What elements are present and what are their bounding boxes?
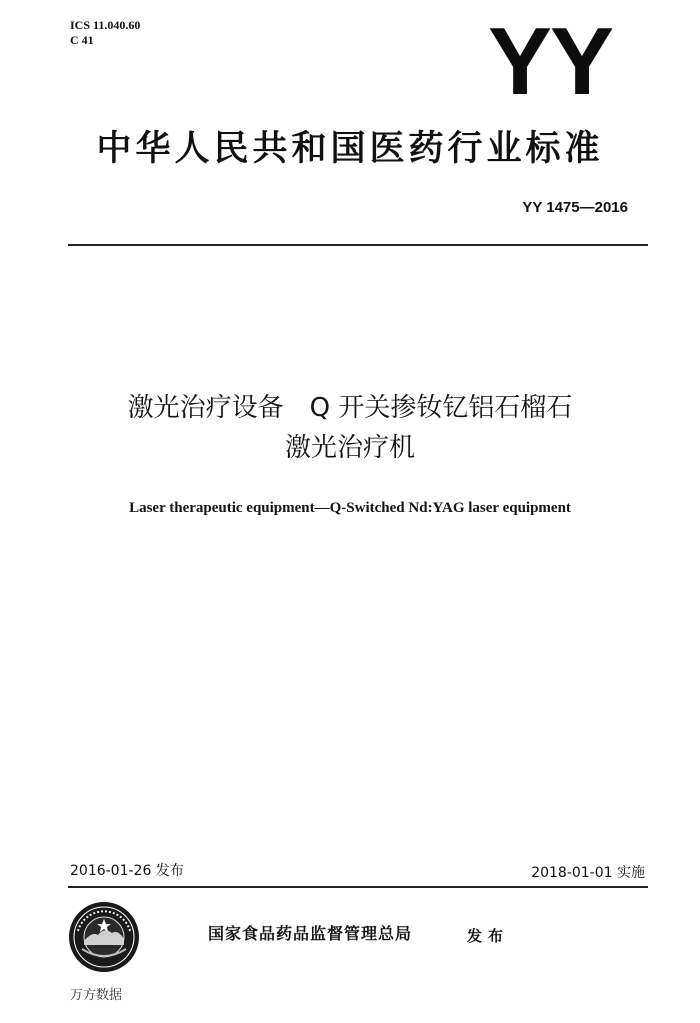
issuing-authority: 国家食品药品监督管理总局 xyxy=(208,924,413,943)
bottom-divider xyxy=(68,886,648,888)
standard-logo: YY xyxy=(487,8,612,115)
chinese-title xyxy=(0,388,700,468)
implementation-date: 2018-01-01 实施 xyxy=(531,865,645,881)
top-divider xyxy=(68,244,648,246)
ccs-code: C 41 xyxy=(70,33,94,47)
chinese-title-line-1: 激光治疗设备 Q 开关掺钕钇铝石榴石 xyxy=(127,393,573,423)
official-seal-icon xyxy=(68,901,140,973)
issue-date: 2016-01-26 发布 xyxy=(70,863,184,879)
watermark-text: 万方数据 xyxy=(70,988,123,1003)
chinese-title-line-2: 激光治疗机 xyxy=(284,433,415,463)
ics-code: ICS 11.040.60 xyxy=(70,18,141,32)
english-title: Laser therapeutic equipment—Q-Switched Nd:YAG laser equipment xyxy=(129,500,571,516)
organization-title: 中华人民共和国医药行业标准 xyxy=(96,129,604,169)
standard-number: YY 1475—2016 xyxy=(522,199,628,216)
publish-label: 发布 xyxy=(467,927,510,945)
